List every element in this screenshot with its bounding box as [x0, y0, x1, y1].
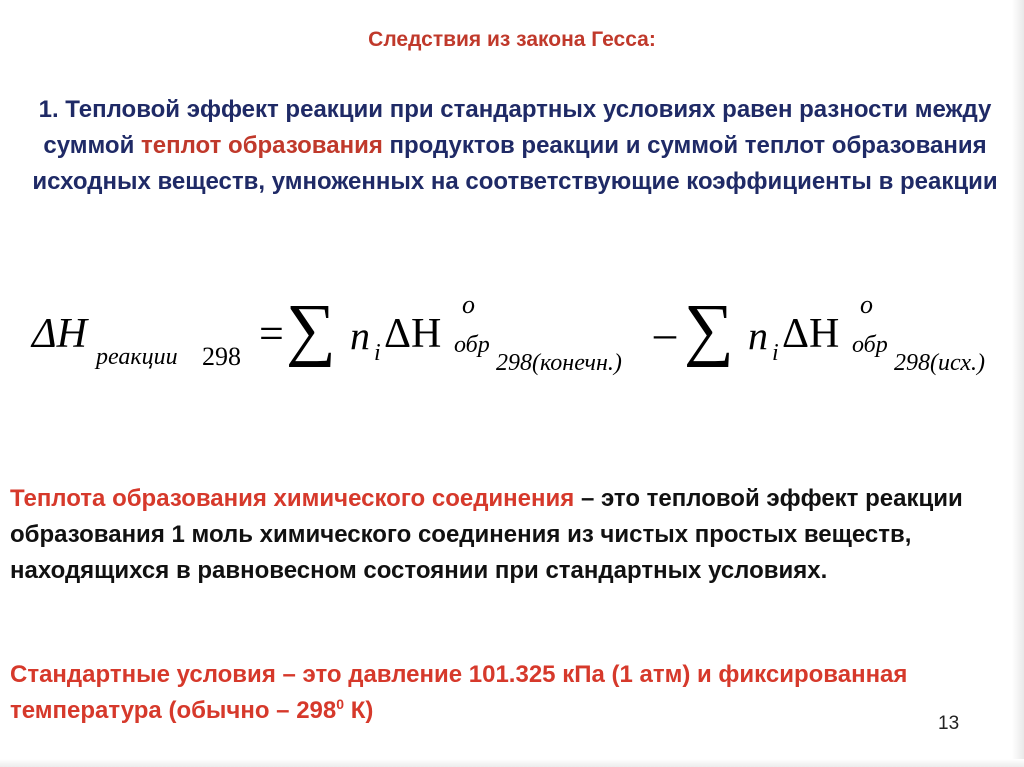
- standard-conditions-text: [10, 657, 910, 729]
- definition-body: – это тепловой эффект реакции образования 1 моль химического соединения из чистых простых веществ, находящихся в равновесном состоянии при стандартных условиях.: [10, 485, 963, 584]
- formula-minus: –: [654, 309, 676, 358]
- formula-standard-superscript-products: o: [462, 290, 475, 319]
- rule-text-part1: 1. Тепловой эффект реакции при стандартных условиях равен разности между суммой: [38, 96, 992, 159]
- formula-lhs-temperature: 298: [202, 342, 241, 371]
- formula-index-products: i: [374, 340, 381, 366]
- formula-delta-h: ΔH: [32, 311, 87, 357]
- formula-standard-superscript-reactants: o: [860, 290, 873, 319]
- formula-obr-products: обр: [454, 332, 490, 358]
- formula-delta-h-products: ΔH: [384, 311, 442, 357]
- definition-term: Теплота образования химического соединения: [10, 485, 575, 512]
- formula-products-subscript: 298(конечн.): [496, 350, 622, 376]
- formula-obr-reactants: обр: [852, 332, 888, 358]
- page-number: 13: [938, 713, 960, 734]
- formation-heat-definition: [10, 481, 1015, 589]
- temperature-superscript: 0: [336, 696, 345, 712]
- formula-n-reactants: n: [748, 313, 768, 358]
- formula-index-reactants: i: [772, 340, 779, 366]
- formula-delta-h-reactants: ΔH: [782, 311, 840, 357]
- formula-n-products: n: [350, 313, 370, 358]
- formula-equals: =: [259, 309, 284, 358]
- rule-text-part2: продуктов реакции и суммой теплот образования исходных веществ, умноженных на соответствующие коэффициенты в реакции: [32, 132, 998, 195]
- standard-conditions-text-part1: Стандартные условия – это давление 101.325 кПа (1 атм) и фиксированная температура (обычно – 298: [10, 661, 908, 724]
- formula-sigma-products: ∑: [286, 291, 336, 368]
- slide-edge-shadow-bottom: [0, 759, 1024, 767]
- hess-corollary-text: [30, 92, 1000, 200]
- formula-sigma-reactants: ∑: [684, 291, 734, 368]
- hess-formula: [32, 290, 1012, 408]
- slide-title: Следствия из закона Гесса:: [368, 28, 656, 51]
- rule-highlight: теплот образования: [141, 132, 383, 159]
- formula-reactants-subscript: 298(исх.): [894, 350, 985, 376]
- formula-lhs-subscript: реакции: [96, 344, 178, 370]
- standard-conditions-text-part2: К): [344, 697, 374, 724]
- slide-edge-shadow-right: [1012, 0, 1024, 767]
